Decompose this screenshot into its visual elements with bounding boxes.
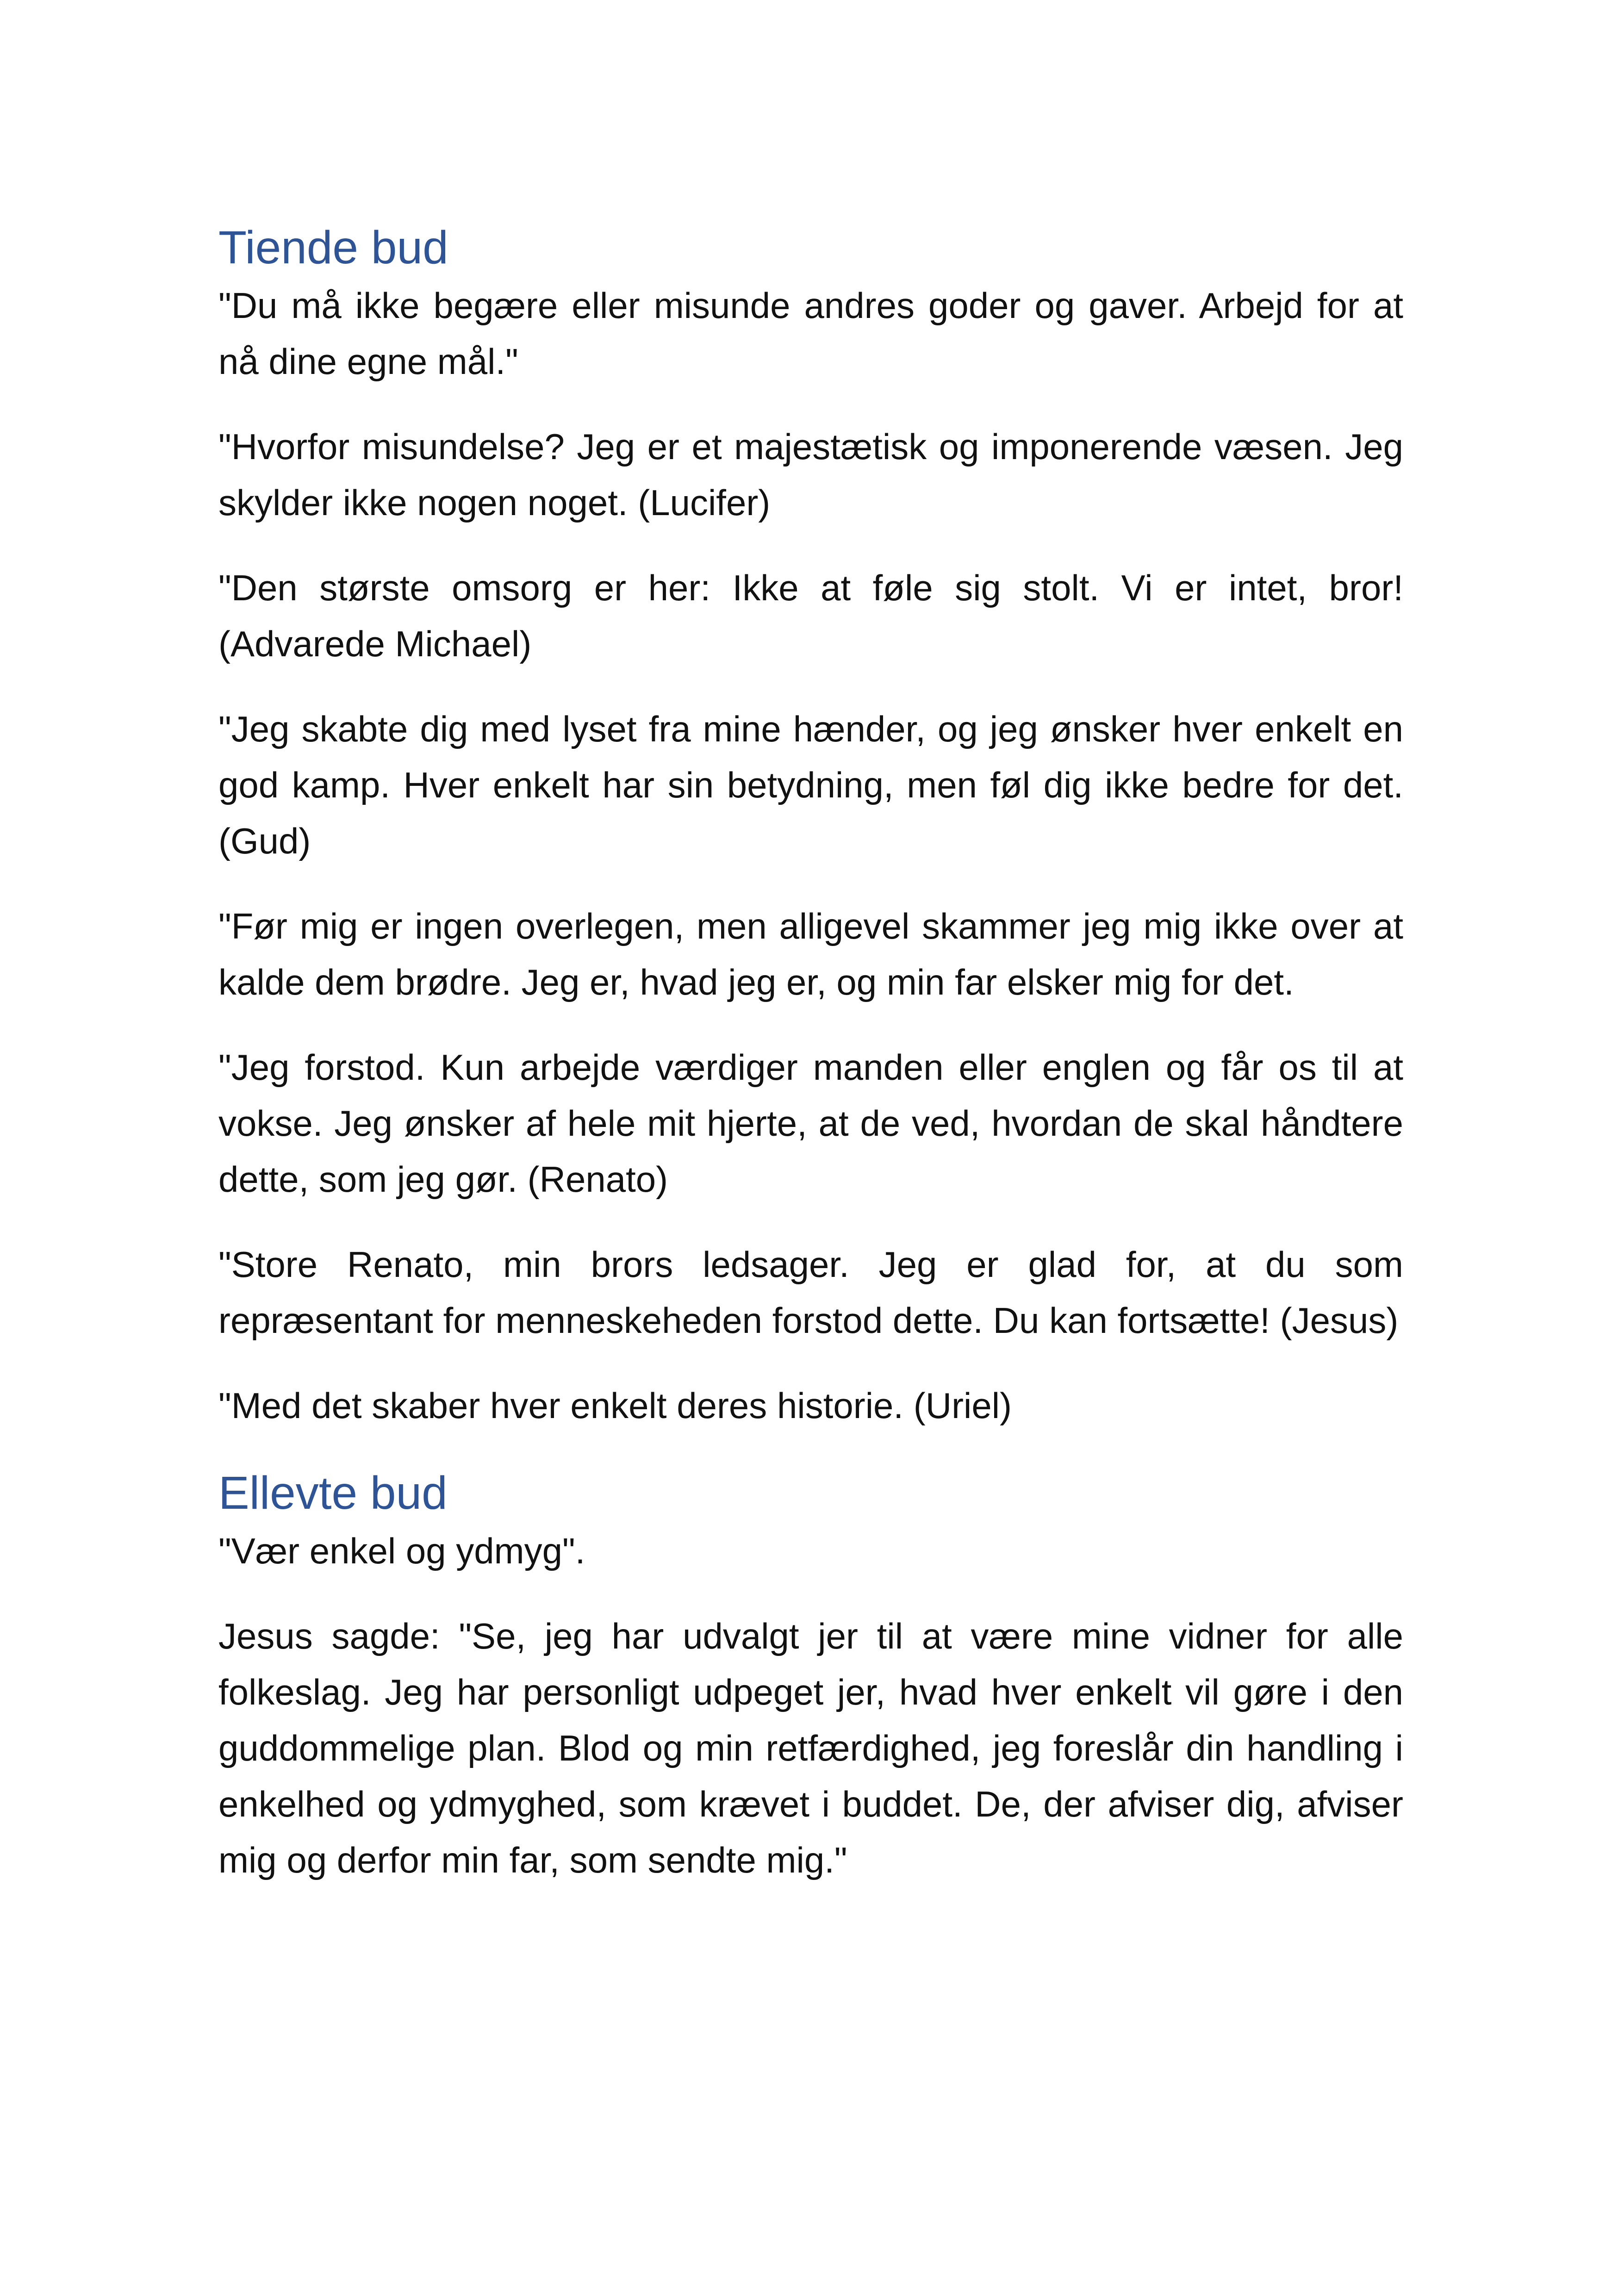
paragraph: "Jeg forstod. Kun arbejde værdiger manden eller englen og får os til at vokse. Jeg ønsker af hele mit hjerte, at de ved, hvordan de skal håndtere dette, som jeg gør. (Renato) (218, 1047, 1403, 1200)
section-tiende-bud (218, 218, 1403, 1434)
paragraph: "Du må ikke begære eller misunde andres goder og gaver. Arbejd for at nå dine egne mål." (218, 285, 1403, 382)
paragraph: "Store Renato, min brors ledsager. Jeg er glad for, at du som repræsentant for menneskeheden forstod dette. Du kan fortsætte! (Jesus) (218, 1244, 1403, 1341)
paragraph: Jesus sagde: "Se, jeg har udvalgt jer til at være mine vidner for alle folkeslag. Jeg har personligt udpeget jer, hvad hver enkelt vil gøre i den guddommelige plan. Blod og min retfærdighed, jeg foreslår din handling i enkelhed og ydmyghed, som krævet i buddet. De, der afviser dig, afviser mig og derfor min far, som sendte mig." (218, 1616, 1403, 1880)
section-ellevte-bud (218, 1463, 1403, 1888)
paragraph: "Jeg skabte dig med lyset fra mine hænder, og jeg ønsker hver enkelt en god kamp. Hver enkelt har sin betydning, men føl dig ikke bedre for det. (Gud) (218, 709, 1403, 861)
paragraph: "Hvorfor misundelse? Jeg er et majestætisk og imponerende væsen. Jeg skylder ikke nogen noget. (Lucifer) (218, 426, 1403, 523)
section-heading: Tiende bud (218, 222, 448, 274)
paragraph: "Med det skaber hver enkelt deres historie. (Uriel) (218, 1385, 1012, 1426)
paragraph: "Den største omsorg er her: Ikke at føle sig stolt. Vi er intet, bror! (Advarede Michael) (218, 567, 1403, 664)
paragraph: "Før mig er ingen overlegen, men alligevel skammer jeg mig ikke over at kalde dem brødre. Jeg er, hvad jeg er, og min far elsker mig for det. (218, 906, 1403, 1002)
section-heading: Ellevte bud (218, 1467, 448, 1519)
document-page (218, 218, 1403, 1917)
paragraph: "Vær enkel og ydmyg". (218, 1531, 585, 1571)
